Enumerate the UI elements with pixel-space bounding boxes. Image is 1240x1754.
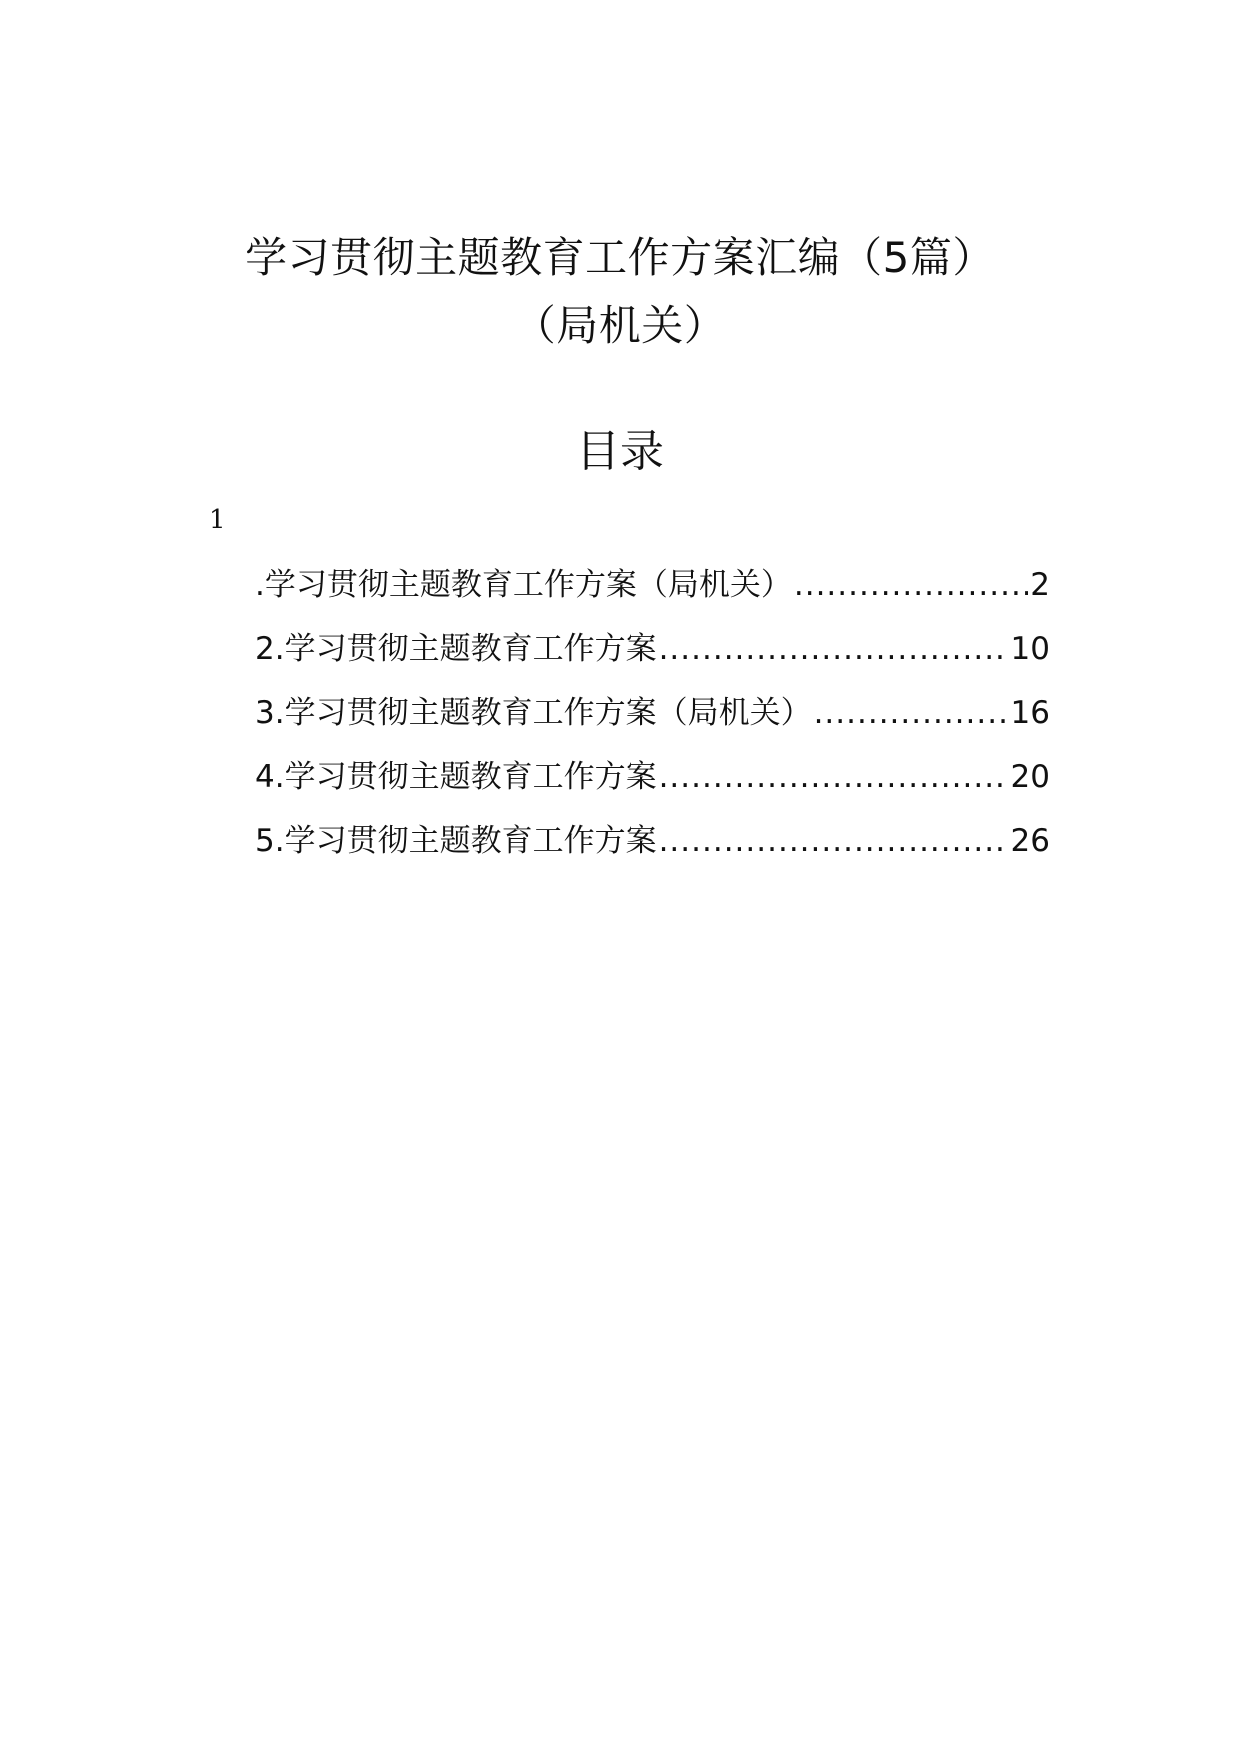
toc-entry-text: .学习贯彻主题教育工作方案（局机关） xyxy=(255,567,792,603)
toc-stray-number: 1 xyxy=(209,505,226,535)
toc-page-number: 26 xyxy=(1010,823,1050,859)
toc-entry-2[interactable] xyxy=(255,624,1050,688)
toc-entry-5[interactable] xyxy=(255,816,1050,880)
document-title-line-2: （局机关） xyxy=(513,301,727,350)
toc-entry-4[interactable] xyxy=(255,752,1050,816)
toc-entry-3[interactable] xyxy=(255,688,1050,752)
toc-dot-leader xyxy=(659,752,1009,802)
toc-page-number: 2 xyxy=(1030,567,1050,603)
document-title-line-1: 学习贯彻主题教育工作方案汇编（5篇） xyxy=(245,233,995,282)
toc-page-number: 16 xyxy=(1010,695,1050,731)
toc-dot-leader xyxy=(814,688,1009,738)
toc-entry-1[interactable] xyxy=(255,560,1050,624)
toc-page-number: 10 xyxy=(1010,631,1050,667)
toc-entry-text: 3.学习贯彻主题教育工作方案（局机关） xyxy=(255,695,812,731)
toc-dot-leader xyxy=(659,624,1009,674)
toc-heading: 目录 xyxy=(576,426,664,477)
toc-dot-leader xyxy=(659,816,1009,866)
toc-dot-leader xyxy=(794,560,1028,610)
toc-entry-text: 2.学习贯彻主题教育工作方案 xyxy=(255,631,657,667)
toc-entry-text: 5.学习贯彻主题教育工作方案 xyxy=(255,823,657,859)
toc-entry-text: 4.学习贯彻主题教育工作方案 xyxy=(255,759,657,795)
table-of-contents xyxy=(255,560,1050,880)
toc-page-number: 20 xyxy=(1010,759,1050,795)
